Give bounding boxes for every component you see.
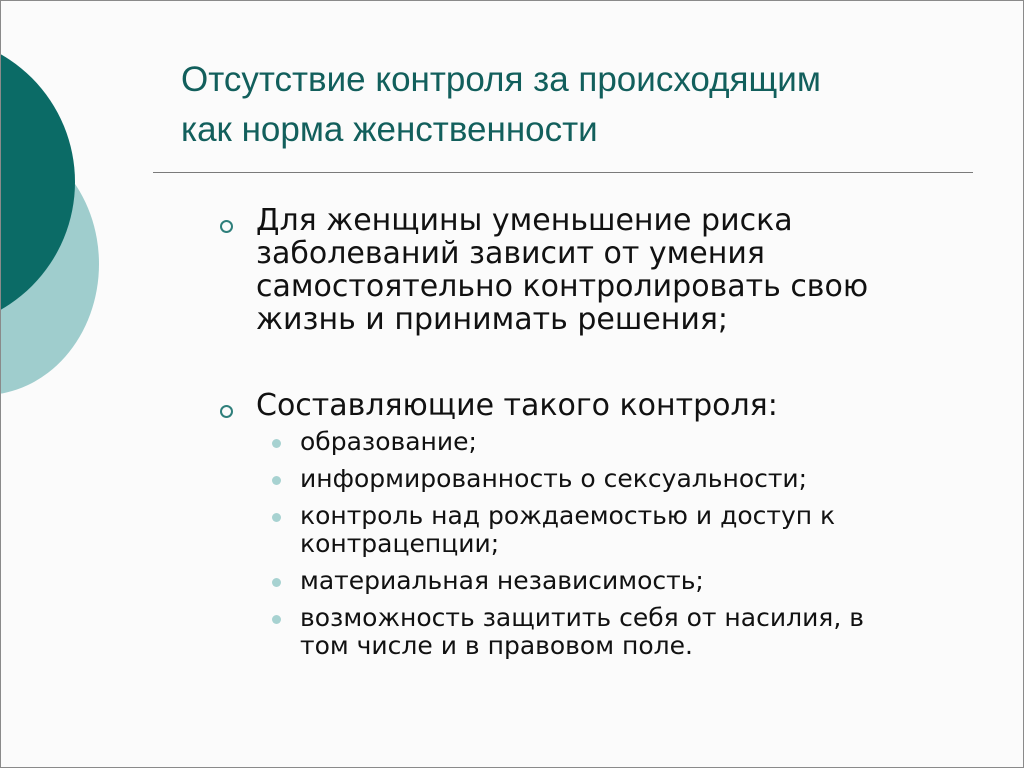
sub-bullet-text (300, 465, 1007, 493)
slide-title (181, 55, 1021, 155)
sub-bullet-item (270, 465, 1007, 493)
title-line: как норма женственности (181, 110, 598, 149)
hollow-circle-bullet-icon (220, 405, 233, 418)
bullet-line: жизнь и принимать решения; (256, 302, 728, 337)
sub-bullet-line: том числе и в правовом поле. (300, 631, 693, 660)
bullet-item (217, 389, 1007, 660)
sub-bullet-line: контроль над рождаемостью и доступ к (300, 501, 836, 530)
bullet-text (256, 389, 1007, 422)
filled-dot-bullet-icon (272, 476, 281, 485)
filled-dot-bullet-icon (272, 578, 281, 587)
sub-bullet-line: информированность о сексуальности; (300, 464, 808, 493)
sub-bullet-text (300, 428, 1007, 456)
sub-bullet-item (270, 567, 1007, 595)
sub-bullet-line: образование; (300, 427, 477, 456)
sub-bullet-item (270, 428, 1007, 456)
filled-dot-bullet-icon (272, 513, 281, 522)
bullet-line: Для женщины уменьшение риска (256, 203, 793, 238)
filled-dot-bullet-icon (272, 615, 281, 624)
bullet-line: заболеваний зависит от умения (256, 236, 765, 271)
sub-bullet-item (270, 604, 1007, 660)
title-line: Отсутствие контроля за происходящим (181, 60, 821, 99)
sub-bullet-line: материальная независимость; (300, 566, 704, 595)
sub-bullet-text (300, 604, 1007, 660)
slide-content (217, 204, 1007, 669)
bullet-text (256, 204, 1007, 336)
filled-dot-bullet-icon (272, 439, 281, 448)
sub-bullet-line: возможность защитить себя от насилия, в (300, 603, 864, 632)
bullet-line: самостоятельно контролировать свою (256, 269, 869, 304)
bullet-item (217, 204, 1007, 336)
sub-bullet-text (300, 502, 1007, 558)
sub-bullet-item (270, 502, 1007, 558)
bullet-line: Составляющие такого контроля: (256, 388, 778, 423)
sub-bullet-line: контрацепции; (300, 529, 500, 558)
title-divider (153, 172, 973, 173)
sub-bullet-list (256, 428, 1007, 660)
sub-bullet-text (300, 567, 1007, 595)
hollow-circle-bullet-icon (220, 220, 233, 233)
